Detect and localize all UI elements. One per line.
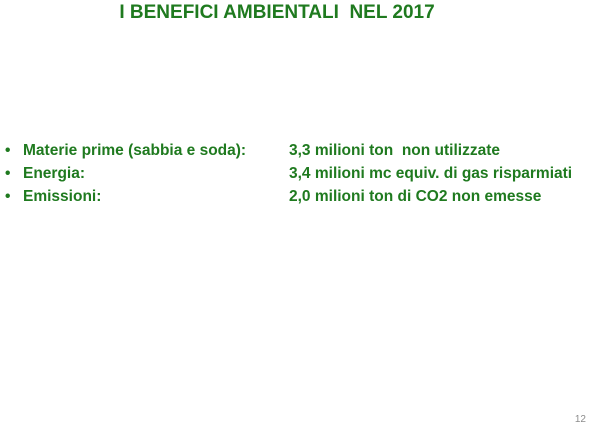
benefit-value: 3,4 milioni mc equiv. di gas risparmiati [289, 165, 573, 182]
list-item-materials [5, 139, 595, 162]
benefit-value: 3,3 milioni ton non utilizzate [289, 142, 500, 159]
bullet-icon: • [5, 142, 11, 159]
benefits-list [5, 139, 595, 208]
slide-title: I BENEFICI AMBIENTALI NEL 2017 [119, 2, 435, 23]
page-number: 12 [574, 414, 586, 425]
list-item-emissions [5, 185, 595, 208]
bullet-icon: • [5, 165, 11, 182]
bullet-icon: • [5, 188, 11, 205]
benefit-label: Materie prime (sabbia e soda): [23, 142, 247, 159]
list-item-energy [5, 162, 595, 185]
benefit-label: Energia: [23, 165, 86, 182]
benefit-value: 2,0 milioni ton di CO2 non emesse [289, 188, 542, 205]
benefit-label: Emissioni: [23, 188, 102, 205]
